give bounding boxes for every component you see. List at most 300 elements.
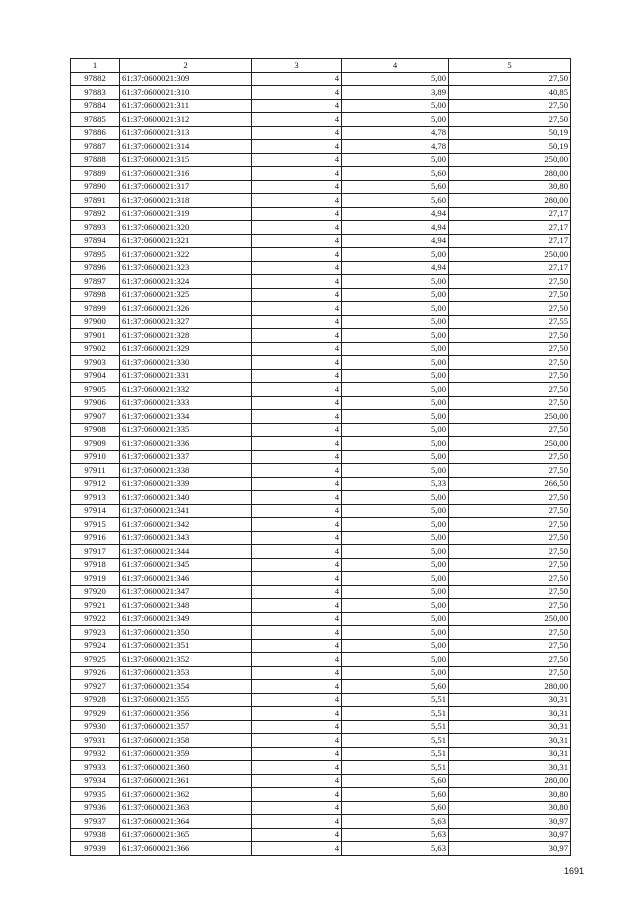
category-cell: 4 — [252, 599, 342, 613]
amount-cell: 27,50 — [449, 113, 571, 127]
row-id-cell: 97885 — [71, 113, 120, 127]
category-cell: 4 — [252, 518, 342, 532]
cadastral-number-cell: 61:37:0600021:354 — [120, 680, 252, 694]
amount-cell: 27,50 — [449, 491, 571, 505]
amount-cell: 250,00 — [449, 153, 571, 167]
row-id-cell: 97938 — [71, 828, 120, 842]
cadastral-number-cell: 61:37:0600021:339 — [120, 477, 252, 491]
cadastral-number-cell: 61:37:0600021:364 — [120, 815, 252, 829]
amount-cell: 27,50 — [449, 558, 571, 572]
amount-cell: 27,50 — [449, 356, 571, 370]
row-id-cell: 97895 — [71, 248, 120, 262]
category-cell: 4 — [252, 194, 342, 208]
category-cell: 4 — [252, 464, 342, 478]
row-id-cell: 97911 — [71, 464, 120, 478]
amount-cell: 30,31 — [449, 747, 571, 761]
category-cell: 4 — [252, 153, 342, 167]
cadastral-number-cell: 61:37:0600021:315 — [120, 153, 252, 167]
table-row — [71, 86, 571, 100]
amount-cell: 27,50 — [449, 369, 571, 383]
row-id-cell: 97894 — [71, 234, 120, 248]
value-cell: 4,94 — [342, 261, 449, 275]
row-id-cell: 97882 — [71, 72, 120, 86]
category-cell: 4 — [252, 261, 342, 275]
table-row — [71, 842, 571, 856]
table-row — [71, 167, 571, 181]
value-cell: 5,00 — [342, 558, 449, 572]
table-row — [71, 356, 571, 370]
table-row — [71, 221, 571, 235]
category-cell: 4 — [252, 302, 342, 316]
table-row — [71, 707, 571, 721]
value-cell: 5,51 — [342, 761, 449, 775]
value-cell: 5,60 — [342, 180, 449, 194]
page-number: 1691 — [563, 866, 584, 876]
category-cell: 4 — [252, 707, 342, 721]
row-id-cell: 97908 — [71, 423, 120, 437]
row-id-cell: 97883 — [71, 86, 120, 100]
table-row — [71, 815, 571, 829]
table-row — [71, 774, 571, 788]
category-cell: 4 — [252, 828, 342, 842]
amount-cell: 27,17 — [449, 207, 571, 221]
category-cell: 4 — [252, 126, 342, 140]
table-row — [71, 572, 571, 586]
cadastral-number-cell: 61:37:0600021:365 — [120, 828, 252, 842]
row-id-cell: 97913 — [71, 491, 120, 505]
row-id-cell: 97884 — [71, 99, 120, 113]
category-cell: 4 — [252, 774, 342, 788]
row-id-cell: 97932 — [71, 747, 120, 761]
row-id-cell: 97931 — [71, 734, 120, 748]
category-cell: 4 — [252, 396, 342, 410]
value-cell: 5,00 — [342, 99, 449, 113]
value-cell: 4,78 — [342, 126, 449, 140]
cadastral-number-cell: 61:37:0600021:340 — [120, 491, 252, 505]
value-cell: 5,63 — [342, 842, 449, 856]
amount-cell: 27,50 — [449, 329, 571, 343]
category-cell: 4 — [252, 504, 342, 518]
value-cell: 5,00 — [342, 72, 449, 86]
cadastral-number-cell: 61:37:0600021:328 — [120, 329, 252, 343]
cadastral-number-cell: 61:37:0600021:344 — [120, 545, 252, 559]
value-cell: 5,00 — [342, 396, 449, 410]
table-row — [71, 234, 571, 248]
data-table — [70, 58, 571, 856]
cadastral-number-cell: 61:37:0600021:348 — [120, 599, 252, 613]
table-row — [71, 99, 571, 113]
row-id-cell: 97930 — [71, 720, 120, 734]
value-cell: 5,00 — [342, 275, 449, 289]
amount-cell: 27,50 — [449, 72, 571, 86]
value-cell: 4,94 — [342, 221, 449, 235]
table-row — [71, 194, 571, 208]
category-cell: 4 — [252, 315, 342, 329]
amount-cell: 30,31 — [449, 720, 571, 734]
cadastral-number-cell: 61:37:0600021:311 — [120, 99, 252, 113]
value-cell: 4,94 — [342, 234, 449, 248]
row-id-cell: 97926 — [71, 666, 120, 680]
amount-cell: 27,50 — [449, 545, 571, 559]
table-row — [71, 180, 571, 194]
cadastral-number-cell: 61:37:0600021:345 — [120, 558, 252, 572]
table-row — [71, 626, 571, 640]
cadastral-number-cell: 61:37:0600021:331 — [120, 369, 252, 383]
value-cell: 5,63 — [342, 815, 449, 829]
table-row — [71, 747, 571, 761]
amount-cell: 30,31 — [449, 707, 571, 721]
cadastral-number-cell: 61:37:0600021:327 — [120, 315, 252, 329]
table-row — [71, 734, 571, 748]
row-id-cell: 97921 — [71, 599, 120, 613]
column-header-4: 4 — [342, 59, 449, 73]
table-row — [71, 666, 571, 680]
category-cell: 4 — [252, 288, 342, 302]
amount-cell: 27,50 — [449, 99, 571, 113]
cadastral-number-cell: 61:37:0600021:334 — [120, 410, 252, 424]
value-cell: 5,00 — [342, 464, 449, 478]
table-row — [71, 275, 571, 289]
category-cell: 4 — [252, 842, 342, 856]
category-cell: 4 — [252, 815, 342, 829]
column-header-3: 3 — [252, 59, 342, 73]
value-cell: 3,89 — [342, 86, 449, 100]
row-id-cell: 97906 — [71, 396, 120, 410]
row-id-cell: 97898 — [71, 288, 120, 302]
cadastral-number-cell: 61:37:0600021:359 — [120, 747, 252, 761]
row-id-cell: 97891 — [71, 194, 120, 208]
amount-cell: 250,00 — [449, 612, 571, 626]
row-id-cell: 97937 — [71, 815, 120, 829]
cadastral-number-cell: 61:37:0600021:309 — [120, 72, 252, 86]
value-cell: 5,51 — [342, 734, 449, 748]
table-row — [71, 261, 571, 275]
category-cell: 4 — [252, 720, 342, 734]
cadastral-number-cell: 61:37:0600021:324 — [120, 275, 252, 289]
row-id-cell: 97929 — [71, 707, 120, 721]
table-row — [71, 693, 571, 707]
cadastral-number-cell: 61:37:0600021:326 — [120, 302, 252, 316]
amount-cell: 30,97 — [449, 815, 571, 829]
value-cell: 5,00 — [342, 639, 449, 653]
amount-cell: 27,50 — [449, 504, 571, 518]
cadastral-number-cell: 61:37:0600021:338 — [120, 464, 252, 478]
category-cell: 4 — [252, 369, 342, 383]
row-id-cell: 97901 — [71, 329, 120, 343]
cadastral-number-cell: 61:37:0600021:310 — [120, 86, 252, 100]
cadastral-number-cell: 61:37:0600021:319 — [120, 207, 252, 221]
value-cell: 5,00 — [342, 383, 449, 397]
value-cell: 5,60 — [342, 801, 449, 815]
amount-cell: 27,50 — [449, 464, 571, 478]
amount-cell: 27,50 — [449, 626, 571, 640]
value-cell: 5,00 — [342, 666, 449, 680]
row-id-cell: 97928 — [71, 693, 120, 707]
cadastral-number-cell: 61:37:0600021:312 — [120, 113, 252, 127]
cadastral-number-cell: 61:37:0600021:330 — [120, 356, 252, 370]
cadastral-number-cell: 61:37:0600021:356 — [120, 707, 252, 721]
category-cell: 4 — [252, 558, 342, 572]
table-row — [71, 788, 571, 802]
category-cell: 4 — [252, 356, 342, 370]
cadastral-number-cell: 61:37:0600021:321 — [120, 234, 252, 248]
row-id-cell: 97920 — [71, 585, 120, 599]
value-cell: 5,00 — [342, 113, 449, 127]
category-cell: 4 — [252, 329, 342, 343]
value-cell: 5,00 — [342, 518, 449, 532]
cadastral-number-cell: 61:37:0600021:333 — [120, 396, 252, 410]
category-cell: 4 — [252, 437, 342, 451]
cadastral-number-cell: 61:37:0600021:346 — [120, 572, 252, 586]
amount-cell: 27,17 — [449, 221, 571, 235]
table-row — [71, 518, 571, 532]
cadastral-number-cell: 61:37:0600021:332 — [120, 383, 252, 397]
cadastral-number-cell: 61:37:0600021:320 — [120, 221, 252, 235]
amount-cell: 27,50 — [449, 275, 571, 289]
category-cell: 4 — [252, 801, 342, 815]
table-row — [71, 599, 571, 613]
value-cell: 5,00 — [342, 450, 449, 464]
cadastral-number-cell: 61:37:0600021:314 — [120, 140, 252, 154]
cadastral-number-cell: 61:37:0600021:322 — [120, 248, 252, 262]
row-id-cell: 97933 — [71, 761, 120, 775]
table-row — [71, 491, 571, 505]
table-row — [71, 302, 571, 316]
cadastral-number-cell: 61:37:0600021:358 — [120, 734, 252, 748]
row-id-cell: 97915 — [71, 518, 120, 532]
value-cell: 5,00 — [342, 356, 449, 370]
row-id-cell: 97890 — [71, 180, 120, 194]
amount-cell: 27,50 — [449, 599, 571, 613]
amount-cell: 50,19 — [449, 126, 571, 140]
cadastral-number-cell: 61:37:0600021:336 — [120, 437, 252, 451]
cadastral-number-cell: 61:37:0600021:342 — [120, 518, 252, 532]
column-header-1: 1 — [71, 59, 120, 73]
amount-cell: 27,50 — [449, 666, 571, 680]
category-cell: 4 — [252, 734, 342, 748]
table-row — [71, 126, 571, 140]
table-row — [71, 437, 571, 451]
category-cell: 4 — [252, 680, 342, 694]
category-cell: 4 — [252, 86, 342, 100]
amount-cell: 30,97 — [449, 842, 571, 856]
row-id-cell: 97886 — [71, 126, 120, 140]
category-cell: 4 — [252, 761, 342, 775]
row-id-cell: 97899 — [71, 302, 120, 316]
row-id-cell: 97896 — [71, 261, 120, 275]
table-row — [71, 504, 571, 518]
amount-cell: 266,50 — [449, 477, 571, 491]
amount-cell: 27,50 — [449, 572, 571, 586]
row-id-cell: 97919 — [71, 572, 120, 586]
amount-cell: 250,00 — [449, 437, 571, 451]
cadastral-number-cell: 61:37:0600021:350 — [120, 626, 252, 640]
table-row — [71, 828, 571, 842]
cadastral-number-cell: 61:37:0600021:337 — [120, 450, 252, 464]
column-header-2: 2 — [120, 59, 252, 73]
category-cell: 4 — [252, 572, 342, 586]
cadastral-number-cell: 61:37:0600021:335 — [120, 423, 252, 437]
value-cell: 5,00 — [342, 288, 449, 302]
header-row — [71, 59, 571, 73]
category-cell: 4 — [252, 653, 342, 667]
category-cell: 4 — [252, 99, 342, 113]
cadastral-number-cell: 61:37:0600021:360 — [120, 761, 252, 775]
cadastral-number-cell: 61:37:0600021:316 — [120, 167, 252, 181]
amount-cell: 30,31 — [449, 734, 571, 748]
cadastral-number-cell: 61:37:0600021:366 — [120, 842, 252, 856]
value-cell: 5,00 — [342, 153, 449, 167]
value-cell: 5,60 — [342, 680, 449, 694]
amount-cell: 280,00 — [449, 774, 571, 788]
value-cell: 5,51 — [342, 693, 449, 707]
amount-cell: 27,50 — [449, 302, 571, 316]
amount-cell: 27,50 — [449, 653, 571, 667]
value-cell: 5,33 — [342, 477, 449, 491]
amount-cell: 250,00 — [449, 410, 571, 424]
table-row — [71, 396, 571, 410]
row-id-cell: 97909 — [71, 437, 120, 451]
cadastral-number-cell: 61:37:0600021:357 — [120, 720, 252, 734]
category-cell: 4 — [252, 450, 342, 464]
value-cell: 5,63 — [342, 828, 449, 842]
row-id-cell: 97936 — [71, 801, 120, 815]
table-row — [71, 464, 571, 478]
row-id-cell: 97910 — [71, 450, 120, 464]
category-cell: 4 — [252, 639, 342, 653]
amount-cell: 27,50 — [449, 639, 571, 653]
value-cell: 5,00 — [342, 342, 449, 356]
row-id-cell: 97887 — [71, 140, 120, 154]
cadastral-number-cell: 61:37:0600021:325 — [120, 288, 252, 302]
row-id-cell: 97935 — [71, 788, 120, 802]
row-id-cell: 97939 — [71, 842, 120, 856]
amount-cell: 27,50 — [449, 585, 571, 599]
row-id-cell: 97907 — [71, 410, 120, 424]
table-row — [71, 450, 571, 464]
amount-cell: 27,50 — [449, 518, 571, 532]
row-id-cell: 97918 — [71, 558, 120, 572]
category-cell: 4 — [252, 234, 342, 248]
cadastral-number-cell: 61:37:0600021:361 — [120, 774, 252, 788]
column-header-5: 5 — [449, 59, 571, 73]
value-cell: 5,00 — [342, 504, 449, 518]
cadastral-number-cell: 61:37:0600021:363 — [120, 801, 252, 815]
row-id-cell: 97916 — [71, 531, 120, 545]
cadastral-number-cell: 61:37:0600021:329 — [120, 342, 252, 356]
row-id-cell: 97905 — [71, 383, 120, 397]
category-cell: 4 — [252, 477, 342, 491]
value-cell: 4,94 — [342, 207, 449, 221]
table-row — [71, 477, 571, 491]
value-cell: 5,00 — [342, 369, 449, 383]
cadastral-number-cell: 61:37:0600021:323 — [120, 261, 252, 275]
row-id-cell: 97888 — [71, 153, 120, 167]
cadastral-number-cell: 61:37:0600021:352 — [120, 653, 252, 667]
row-id-cell: 97927 — [71, 680, 120, 694]
category-cell: 4 — [252, 275, 342, 289]
category-cell: 4 — [252, 747, 342, 761]
value-cell: 5,00 — [342, 315, 449, 329]
cadastral-number-cell: 61:37:0600021:349 — [120, 612, 252, 626]
category-cell: 4 — [252, 207, 342, 221]
amount-cell: 27,50 — [449, 531, 571, 545]
table-row — [71, 801, 571, 815]
value-cell: 5,60 — [342, 194, 449, 208]
category-cell: 4 — [252, 410, 342, 424]
value-cell: 5,00 — [342, 423, 449, 437]
category-cell: 4 — [252, 491, 342, 505]
table-row — [71, 207, 571, 221]
row-id-cell: 97900 — [71, 315, 120, 329]
amount-cell: 280,00 — [449, 167, 571, 181]
category-cell: 4 — [252, 140, 342, 154]
category-cell: 4 — [252, 180, 342, 194]
table-row — [71, 423, 571, 437]
amount-cell: 27,50 — [449, 423, 571, 437]
row-id-cell: 97889 — [71, 167, 120, 181]
amount-cell: 280,00 — [449, 680, 571, 694]
table-row — [71, 153, 571, 167]
row-id-cell: 97922 — [71, 612, 120, 626]
cadastral-number-cell: 61:37:0600021:343 — [120, 531, 252, 545]
table-row — [71, 342, 571, 356]
amount-cell: 27,55 — [449, 315, 571, 329]
amount-cell: 30,80 — [449, 801, 571, 815]
amount-cell: 280,00 — [449, 194, 571, 208]
category-cell: 4 — [252, 531, 342, 545]
row-id-cell: 97892 — [71, 207, 120, 221]
category-cell: 4 — [252, 113, 342, 127]
table-row — [71, 545, 571, 559]
category-cell: 4 — [252, 788, 342, 802]
row-id-cell: 97924 — [71, 639, 120, 653]
value-cell: 5,51 — [342, 707, 449, 721]
value-cell: 5,00 — [342, 653, 449, 667]
value-cell: 5,60 — [342, 167, 449, 181]
value-cell: 5,60 — [342, 774, 449, 788]
amount-cell: 40,85 — [449, 86, 571, 100]
cadastral-number-cell: 61:37:0600021:353 — [120, 666, 252, 680]
amount-cell: 30,31 — [449, 761, 571, 775]
value-cell: 5,00 — [342, 437, 449, 451]
category-cell: 4 — [252, 626, 342, 640]
table-row — [71, 653, 571, 667]
category-cell: 4 — [252, 342, 342, 356]
value-cell: 5,00 — [342, 302, 449, 316]
amount-cell: 27,17 — [449, 234, 571, 248]
table-row — [71, 680, 571, 694]
row-id-cell: 97904 — [71, 369, 120, 383]
table-row — [71, 329, 571, 343]
row-id-cell: 97897 — [71, 275, 120, 289]
amount-cell: 30,97 — [449, 828, 571, 842]
category-cell: 4 — [252, 221, 342, 235]
category-cell: 4 — [252, 545, 342, 559]
row-id-cell: 97917 — [71, 545, 120, 559]
table-row — [71, 288, 571, 302]
row-id-cell: 97923 — [71, 626, 120, 640]
table-row — [71, 140, 571, 154]
value-cell: 5,00 — [342, 626, 449, 640]
category-cell: 4 — [252, 248, 342, 262]
amount-cell: 250,00 — [449, 248, 571, 262]
value-cell: 5,00 — [342, 531, 449, 545]
table-row — [71, 113, 571, 127]
table-row — [71, 639, 571, 653]
row-id-cell: 97925 — [71, 653, 120, 667]
table-body — [71, 72, 571, 855]
